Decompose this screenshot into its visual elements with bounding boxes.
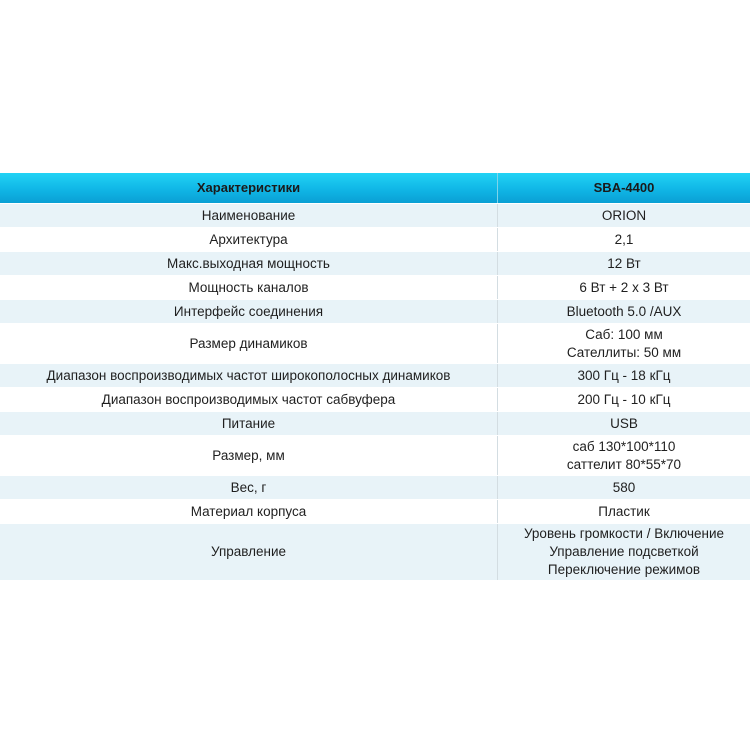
row-value bbox=[498, 324, 750, 363]
row-value-line: Сателлиты: 50 мм bbox=[566, 344, 682, 360]
table-row bbox=[0, 204, 750, 228]
table-row bbox=[0, 276, 750, 300]
row-label: Мощность каналов bbox=[0, 276, 498, 299]
row-value bbox=[498, 436, 750, 475]
table-row bbox=[0, 436, 750, 476]
row-value bbox=[498, 364, 750, 387]
row-value-line: 2,1 bbox=[614, 231, 634, 247]
row-value-line: USB bbox=[610, 415, 638, 431]
row-value bbox=[498, 476, 750, 499]
table-row bbox=[0, 476, 750, 500]
table-row bbox=[0, 228, 750, 252]
row-label: Материал корпуса bbox=[0, 500, 498, 523]
row-value-line: Bluetooth 5.0 /AUX bbox=[566, 303, 682, 319]
spec-table bbox=[0, 173, 750, 581]
row-value-line: Переключение режимов bbox=[547, 562, 701, 577]
row-label: Управление bbox=[0, 524, 498, 580]
table-row bbox=[0, 500, 750, 524]
row-label: Интерфейс соединения bbox=[0, 300, 498, 323]
table-row bbox=[0, 252, 750, 276]
row-value-line: ORION bbox=[601, 207, 647, 223]
row-value-line: 300 Гц - 18 кГц bbox=[577, 367, 671, 383]
table-header-row bbox=[0, 173, 750, 204]
row-value bbox=[498, 252, 750, 275]
row-value-line: Управление подсветкой bbox=[549, 544, 699, 559]
row-label: Диапазон воспроизводимых частот сабвуфера bbox=[0, 388, 498, 411]
table-row bbox=[0, 300, 750, 324]
row-label: Диапазон воспроизводимых частот широкополосных динамиков bbox=[0, 364, 498, 387]
row-value-line: 580 bbox=[612, 479, 636, 495]
row-value-line: саб 130*100*110 bbox=[572, 438, 676, 454]
row-value-line: 200 Гц - 10 кГц bbox=[577, 391, 671, 407]
row-value bbox=[498, 204, 750, 227]
row-value bbox=[498, 500, 750, 523]
row-value-line: 12 Вт bbox=[607, 255, 641, 271]
row-value bbox=[498, 388, 750, 411]
row-label: Размер, мм bbox=[0, 436, 498, 475]
row-value bbox=[498, 300, 750, 323]
row-label: Питание bbox=[0, 412, 498, 435]
row-label: Архитектура bbox=[0, 228, 498, 251]
table-row bbox=[0, 412, 750, 436]
header-characteristics: Характеристики bbox=[0, 173, 498, 203]
row-value-line: Уровень громкости / Включение bbox=[523, 526, 725, 541]
row-label: Наименование bbox=[0, 204, 498, 227]
row-value bbox=[498, 524, 750, 580]
row-value-line: Саб: 100 мм bbox=[585, 326, 663, 342]
row-value bbox=[498, 276, 750, 299]
row-value-line: саттелит 80*55*70 bbox=[566, 456, 682, 472]
header-model: SBA-4400 bbox=[593, 180, 655, 195]
row-label: Размер динамиков bbox=[0, 324, 498, 363]
table-row bbox=[0, 364, 750, 388]
row-value-line: Пластик bbox=[598, 503, 650, 519]
row-label: Вес, г bbox=[0, 476, 498, 499]
row-value-line: 6 Вт + 2 х 3 Вт bbox=[579, 279, 669, 295]
row-value bbox=[498, 412, 750, 435]
table-row bbox=[0, 524, 750, 581]
table-row bbox=[0, 324, 750, 364]
table-row bbox=[0, 388, 750, 412]
row-value bbox=[498, 228, 750, 251]
row-label: Макс.выходная мощность bbox=[0, 252, 498, 275]
